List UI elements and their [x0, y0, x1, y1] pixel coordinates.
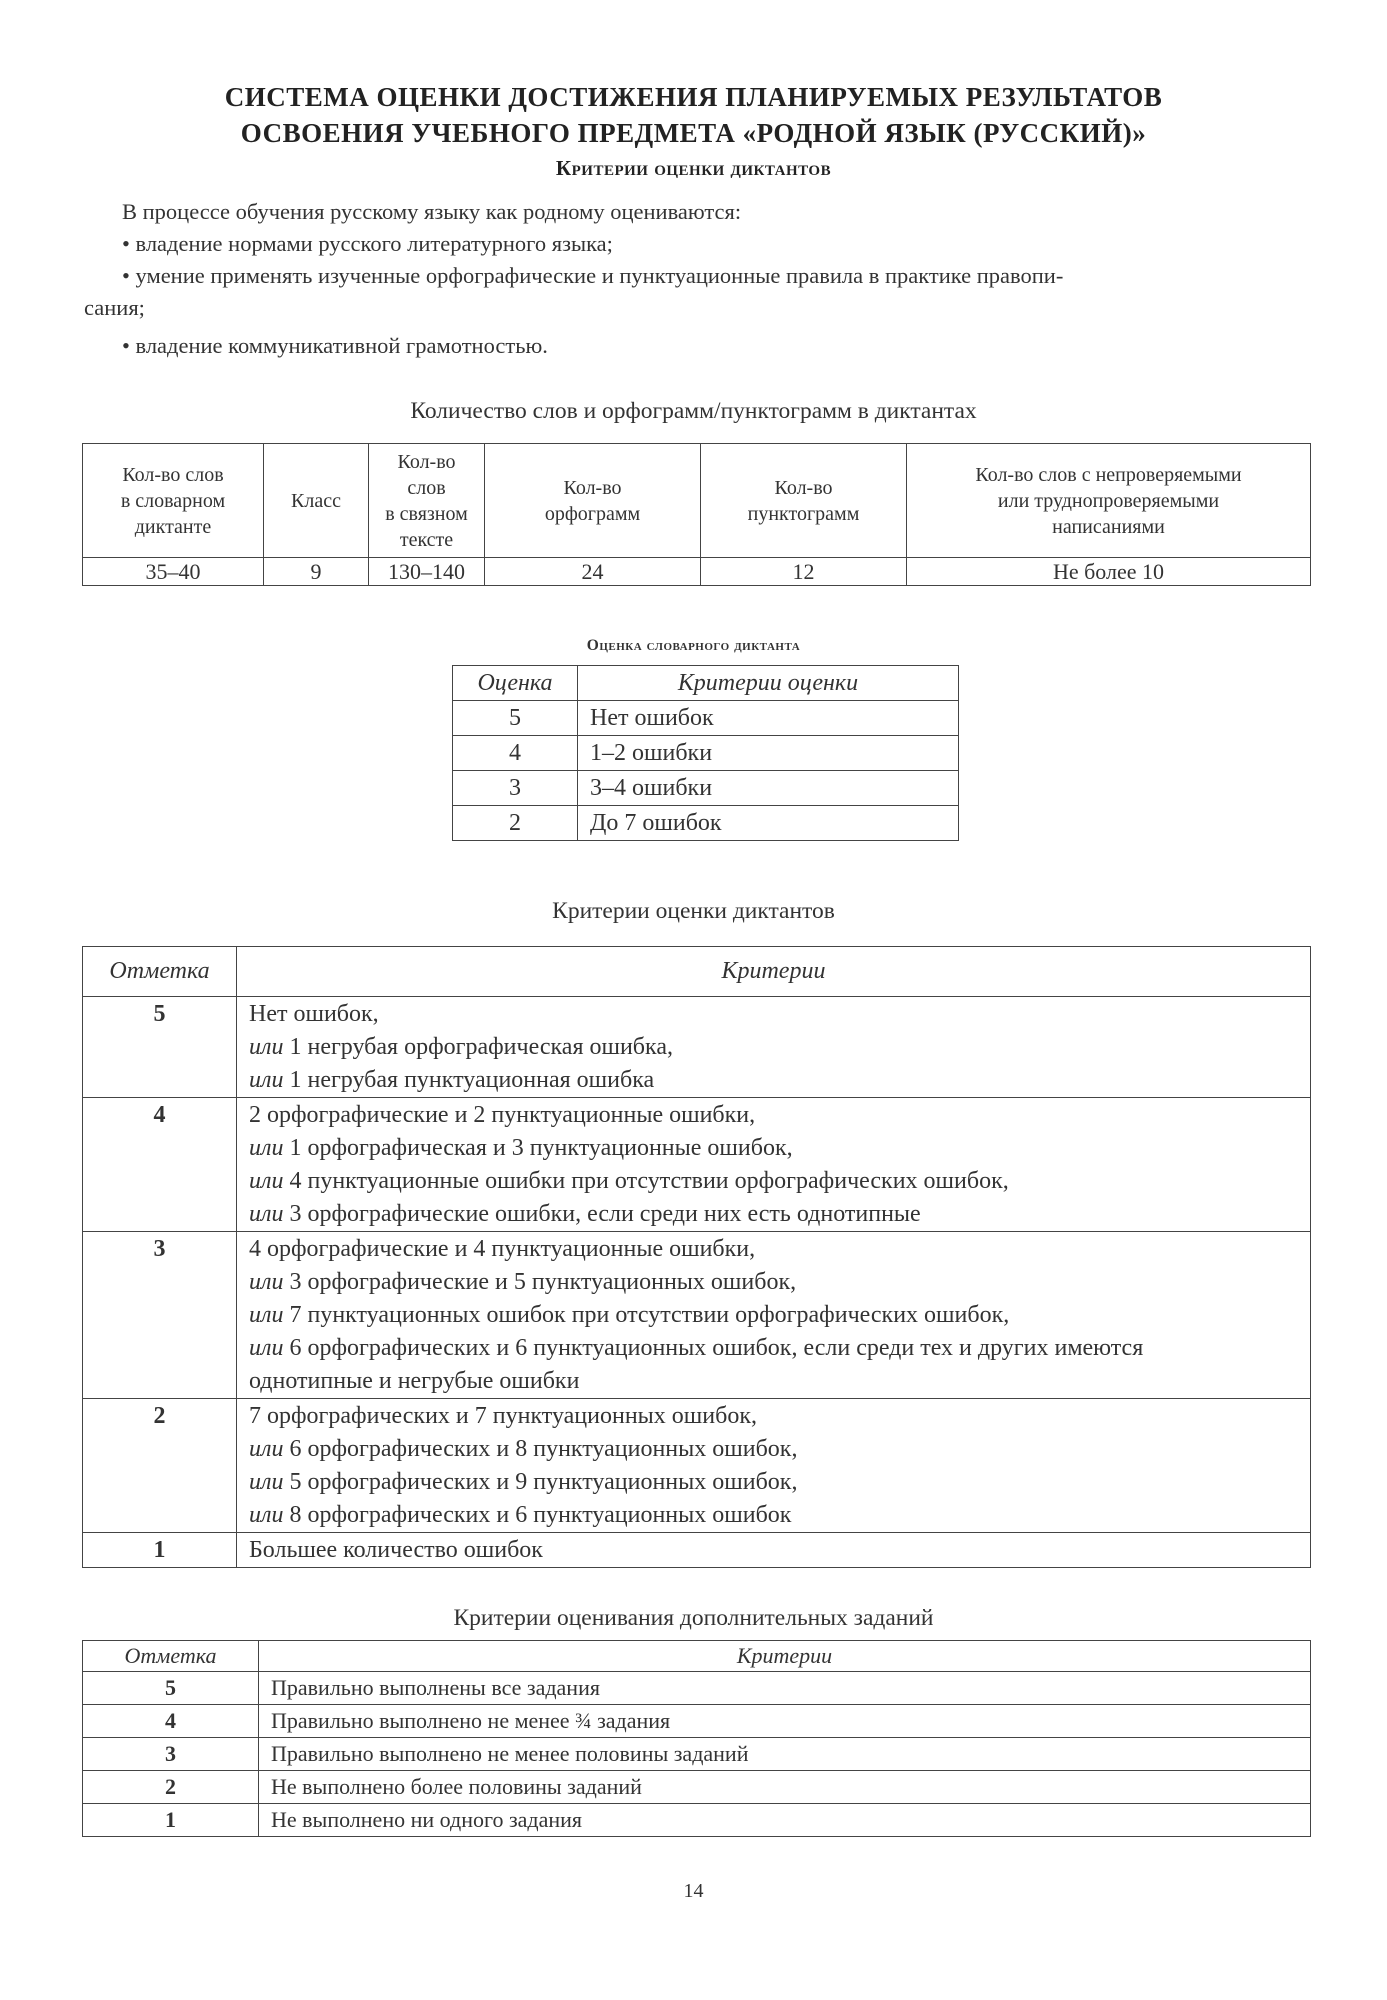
cell-criteria: Правильно выполнено не менее половины заданий: [259, 1738, 1311, 1771]
header-line: Кол-во: [774, 476, 833, 499]
additional-tasks-table: [82, 1640, 1311, 1837]
or-word: или: [249, 1201, 284, 1227]
cell-criteria: Не выполнено ни одного задания: [259, 1804, 1311, 1837]
header-criteria: Критерии: [237, 947, 1311, 997]
intro-bullet-2: • умение применять изученные орфографические и пунктуационные правила в практике правопи-: [122, 263, 1064, 288]
cell: 35–40: [83, 558, 264, 586]
line-text: 1 орфографическая и 3 пунктуационные ошибок,: [283, 1135, 793, 1161]
table-row: [83, 1098, 1311, 1232]
dictionary-dictation-table: [452, 665, 959, 841]
criteria-line: [249, 1433, 1298, 1466]
page-title-line-2: ОСВОЕНИЯ УЧЕБНОГО ПРЕДМЕТА «РОДНОЙ ЯЗЫК (РУССКИЙ)»: [240, 118, 1147, 148]
line-text: 4 пунктуационные ошибки при отсутствии орфографических ошибок,: [283, 1168, 1009, 1194]
header-line: пунктограмм: [747, 502, 860, 525]
line-text: 7 орфографических и 7 пунктуационных ошибок,: [249, 1403, 757, 1429]
header-criteria: Критерии: [259, 1641, 1311, 1672]
header-line: Кол-во: [397, 450, 456, 473]
criteria-line: [249, 1299, 1298, 1332]
line-text: 8 орфографических и 6 пунктуационных ошибок: [283, 1502, 792, 1528]
cell-criteria: 1–2 ошибки: [578, 736, 959, 771]
or-word: или: [249, 1502, 284, 1528]
header-line: в словарном: [120, 489, 226, 512]
criteria-line: [249, 998, 1298, 1031]
intro-bullet-3: • владение коммуникативной грамотностью.: [122, 333, 548, 358]
table-row: [83, 558, 1311, 586]
cell-criteria: [237, 1098, 1311, 1232]
line-text: 1 негрубая орфографическая ошибка,: [283, 1034, 673, 1060]
cell-mark: 2: [83, 1771, 259, 1804]
or-word: или: [249, 1034, 284, 1060]
table-header-row: [83, 444, 1311, 558]
table-row: [83, 1672, 1311, 1705]
or-word: или: [249, 1302, 284, 1328]
header-line: написаниями: [1052, 515, 1165, 538]
cell-mark: 4: [83, 1098, 237, 1232]
table-row: [83, 1804, 1311, 1837]
or-word: или: [249, 1269, 284, 1295]
cell: Не более 10: [907, 558, 1311, 586]
dictation-criteria-table: [82, 946, 1311, 1568]
cell-mark: 3: [83, 1738, 259, 1771]
cell-mark: 2: [83, 1399, 237, 1533]
table1-caption: Количество слов и орфограмм/пунктограмм в диктантах: [410, 398, 977, 424]
criteria-line: [249, 1266, 1298, 1299]
cell-mark: 4: [83, 1705, 259, 1738]
cell-grade: 3: [453, 771, 578, 806]
words-count-table: [82, 443, 1311, 586]
table-row: [453, 806, 959, 841]
intro-block: [84, 196, 1314, 362]
header-line: Кол-во слов с непроверяемыми: [975, 463, 1242, 486]
header-line: в связном: [385, 502, 468, 525]
table-row: [83, 1705, 1311, 1738]
header-text-words: [369, 444, 485, 558]
header-criteria: Критерии оценки: [578, 666, 959, 701]
header-dictionary-words: [83, 444, 264, 558]
table-row: [83, 1738, 1311, 1771]
header-punctograms: [701, 444, 907, 558]
cell-grade: 2: [453, 806, 578, 841]
line-text: 6 орфографических и 8 пунктуационных ошибок,: [283, 1436, 798, 1462]
or-word: или: [249, 1067, 284, 1093]
table-row: [453, 736, 959, 771]
criteria-line: [249, 1198, 1298, 1231]
header-orthograms: [485, 444, 701, 558]
line-text: 3 орфографические и 5 пунктуационных ошибок,: [283, 1269, 797, 1295]
line-text: 3 орфографические ошибки, если среди них есть однотипные: [283, 1201, 921, 1227]
cell-criteria: Не выполнено более половины заданий: [259, 1771, 1311, 1804]
header-grade: Оценка: [453, 666, 578, 701]
criteria-line: [249, 1534, 1298, 1567]
header-line: Кол-во слов: [122, 463, 224, 486]
criteria-line: [249, 1365, 1298, 1398]
header-unverifiable-words: [907, 444, 1311, 558]
cell-mark: 3: [83, 1232, 237, 1399]
criteria-line: [249, 1332, 1298, 1365]
line-text: Нет ошибок,: [249, 1001, 379, 1027]
cell-criteria: 3–4 ошибки: [578, 771, 959, 806]
section-subtitle: Критерии оценки диктантов: [555, 156, 832, 180]
line-text: Большее количество ошибок: [249, 1537, 543, 1563]
table-row: [83, 1232, 1311, 1399]
cell-criteria: [237, 997, 1311, 1098]
intro-bullet-1: • владение нормами русского литературного языка;: [122, 231, 613, 256]
line-text: 4 орфографические и 4 пунктуационные ошибки,: [249, 1236, 756, 1262]
cell-mark: 5: [83, 1672, 259, 1705]
cell-mark: 1: [83, 1533, 237, 1568]
header-line: слов: [407, 476, 446, 499]
criteria-line: [249, 1132, 1298, 1165]
table-row: [83, 1399, 1311, 1533]
criteria-line: [249, 1466, 1298, 1499]
or-word: или: [249, 1335, 284, 1361]
line-text: однотипные и негрубые ошибки: [249, 1368, 580, 1394]
table4-caption: Критерии оценивания дополнительных заданий: [453, 1605, 934, 1631]
or-word: или: [249, 1168, 284, 1194]
table-row: [453, 701, 959, 736]
criteria-line: [249, 1233, 1298, 1266]
cell: 12: [701, 558, 907, 586]
header-line: Класс: [291, 489, 341, 512]
header-line: или труднопроверяемыми: [997, 489, 1220, 512]
or-word: или: [249, 1469, 284, 1495]
criteria-line: [249, 1400, 1298, 1433]
header-line: тексте: [399, 528, 454, 551]
page-title-line-1: СИСТЕМА ОЦЕНКИ ДОСТИЖЕНИЯ ПЛАНИРУЕМЫХ РЕЗУЛЬТАТОВ: [224, 82, 1163, 112]
or-word: или: [249, 1135, 284, 1161]
table-row: [453, 771, 959, 806]
page-number: 14: [683, 1880, 704, 1902]
header-line: Кол-во: [563, 476, 622, 499]
criteria-line: [249, 1064, 1298, 1097]
cell: 130–140: [369, 558, 485, 586]
cell-criteria: [237, 1399, 1311, 1533]
cell: 9: [264, 558, 369, 586]
header-line: диктанте: [134, 515, 212, 538]
table-row: [83, 1533, 1311, 1568]
table3-caption: Критерии оценки диктантов: [552, 898, 835, 924]
line-text: 1 негрубая пунктуационная ошибка: [283, 1067, 655, 1093]
line-text: 5 орфографических и 9 пунктуационных ошибок,: [283, 1469, 798, 1495]
cell-grade: 5: [453, 701, 578, 736]
header-class: [264, 444, 369, 558]
header-mark: Отметка: [83, 947, 237, 997]
line-text: 2 орфографические и 2 пунктуационные ошибки,: [249, 1102, 756, 1128]
line-text: 7 пунктуационных ошибок при отсутствии орфографических ошибок,: [283, 1302, 1010, 1328]
cell-mark: 1: [83, 1804, 259, 1837]
line-text: 6 орфографических и 6 пунктуационных ошибок, если среди тех и других имеются: [283, 1335, 1144, 1361]
cell: 24: [485, 558, 701, 586]
table-row: [83, 1771, 1311, 1804]
cell-criteria: Нет ошибок: [578, 701, 959, 736]
table-header-row: [453, 666, 959, 701]
or-word: или: [249, 1436, 284, 1462]
cell-grade: 4: [453, 736, 578, 771]
table-header-row: [83, 1641, 1311, 1672]
intro-lead: В процессе обучения русскому языку как родному оцениваются:: [122, 199, 742, 224]
cell-criteria: До 7 ошибок: [578, 806, 959, 841]
criteria-line: [249, 1165, 1298, 1198]
header-mark: Отметка: [83, 1641, 259, 1672]
cell-mark: 5: [83, 997, 237, 1098]
cell-criteria: [237, 1232, 1311, 1399]
cell-criteria: Правильно выполнено не менее ¾ задания: [259, 1705, 1311, 1738]
intro-bullet-2-cont: сания;: [84, 295, 145, 320]
cell-criteria: [237, 1533, 1311, 1568]
criteria-line: [249, 1031, 1298, 1064]
criteria-line: [249, 1499, 1298, 1532]
cell-criteria: Правильно выполнены все задания: [259, 1672, 1311, 1705]
table-header-row: [83, 947, 1311, 997]
table-row: [83, 997, 1311, 1098]
criteria-line: [249, 1099, 1298, 1132]
header-line: орфограмм: [544, 502, 641, 525]
table2-caption: Оценка словарного диктанта: [586, 637, 801, 654]
